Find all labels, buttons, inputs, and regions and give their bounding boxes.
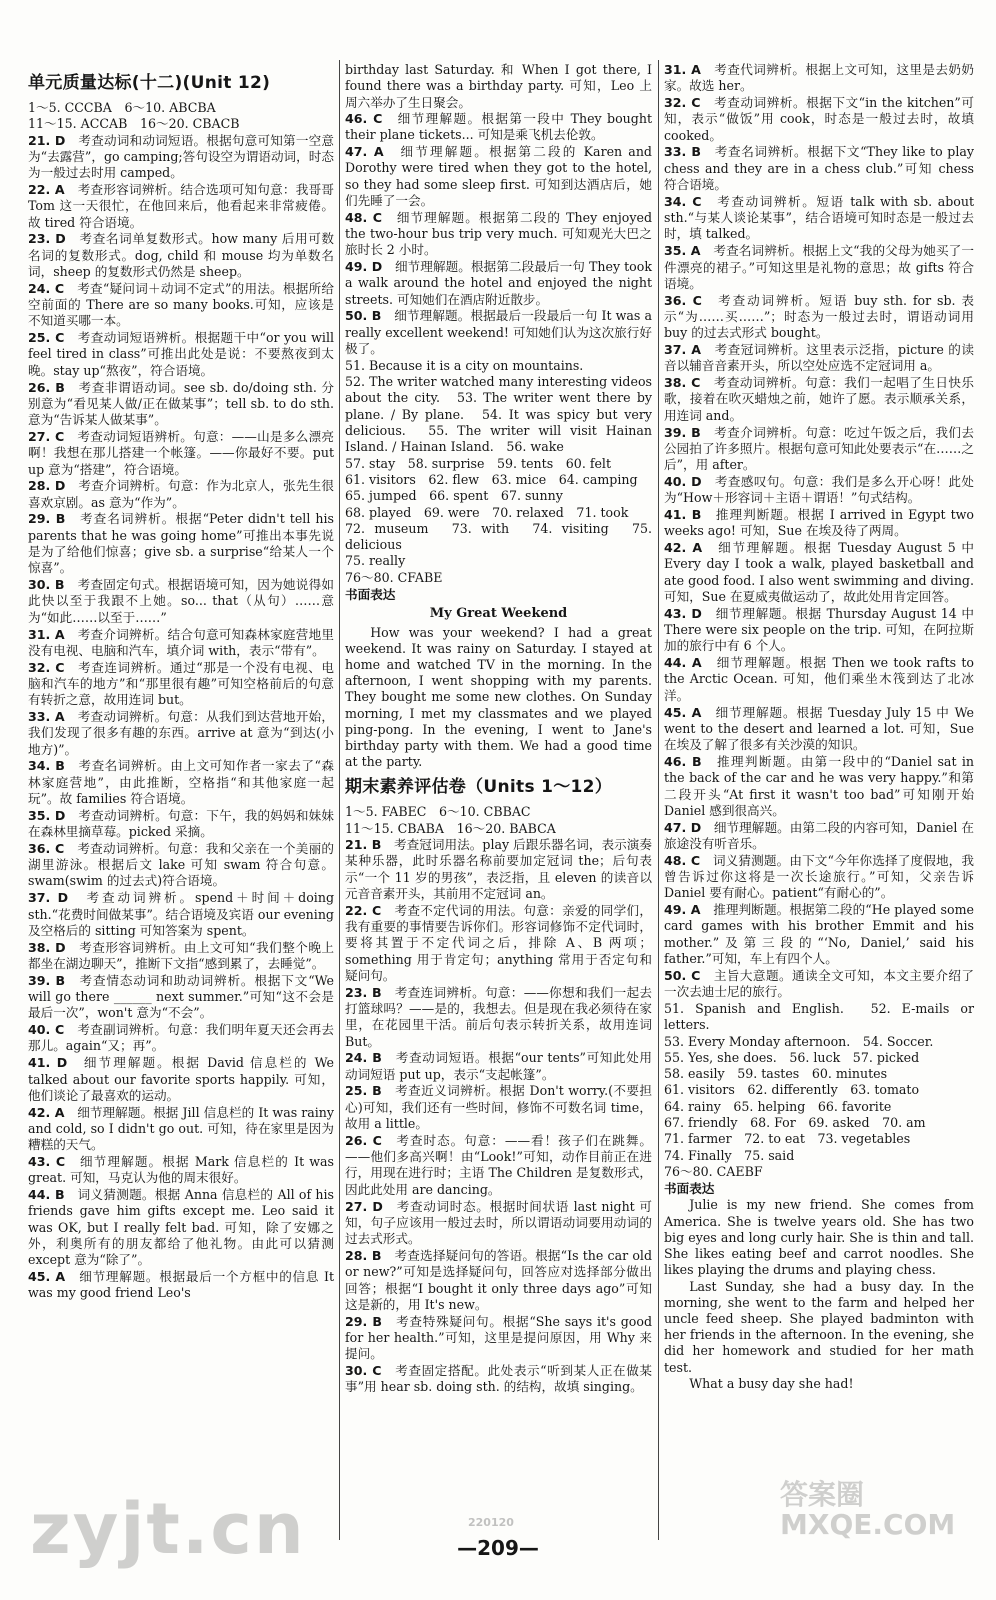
item-explanation: 考查“疑问词＋动词不定式”的用法。根据所给空前面的 There are so many books.可知，应该是不知道买哪一本。 (28, 280, 334, 329)
item-number: 23. B (345, 984, 382, 1000)
section-title-final: 期末素养评估卷（Units 1～12） (345, 777, 613, 798)
column-3 (664, 62, 974, 1392)
item-number: 23. D (28, 231, 66, 247)
answer-item (664, 705, 974, 754)
item-number: 32. C (664, 95, 701, 111)
essay-title: My Great Weekend (429, 606, 568, 622)
item-explanation: 考查动词辨析。句意：我和父亲在一个美丽的湖里游泳。根据后文 lake 可知 swam 符合句意。swam(swim 的过去式)符合语境。 (28, 840, 335, 889)
item-explanation: 细节理解题。根据 Jill 信息栏的 It was rainy and cold, so I didn't go out. 可知，待在家里是因为糟糕的天气。 (28, 1104, 335, 1153)
item-explanation: 推理判断题。根据 I arrived in Egypt two weeks ago! 可知，Sue 在埃及待了两周。 (664, 507, 974, 539)
item-number: 41. B (664, 507, 702, 523)
answer-item (664, 540, 974, 605)
answer-item (345, 1363, 652, 1396)
answer-item (28, 660, 334, 709)
item-explanation: 细节理解题。根据第二段的 Karen and Dorothy were tired when they got to the hotel, so they had some sleep first. 可知到达酒店后，她们先睡了一会。 (345, 143, 652, 208)
answer-item (28, 511, 334, 576)
answer-item (28, 758, 334, 807)
item-explanation: 细节理解题。根据第二段最后一句 They took a walk around the hotel and enjoyed the night streets. 可知她们在酒店附近散步。 (345, 259, 652, 307)
answer-items (345, 111, 652, 357)
item-number: 24. C (28, 280, 65, 296)
answer-line: 1～5. CCCBA 6～10. ABCBA (28, 100, 216, 115)
item-explanation: 考查代词辨析。根据上文可知，这里是去奶奶家。故选 her。 (664, 62, 974, 94)
answer-items (28, 133, 334, 1302)
item-number: 30. B (28, 577, 65, 593)
answer-line: 75. really (345, 553, 406, 569)
answer-line: 51. Spanish and English. 52. E-mails or letters. (664, 1000, 974, 1033)
answer-item (664, 243, 974, 292)
item-number: 38. D (28, 939, 66, 955)
item-number: 32. C (28, 659, 65, 675)
essay (345, 625, 652, 771)
item-number: 22. A (28, 181, 65, 197)
item-explanation: 考查近义词辨析。根据 Don't worry.(不要担心)可知，我们还有一些时间，修饰不可数名词 time，故用 a little。 (345, 1083, 652, 1132)
item-explanation: 考查非谓语动词。see sb. do/doing sth. 分别意为“看见某人做/正在做某事”；tell sb. to do sth. 意为“告诉某人做某事”。 (28, 379, 335, 428)
item-number: 42. A (28, 1104, 65, 1120)
item-explanation: 考查形容词辨析。由上文可知“我们整个晚上都坐在湖边聊天”，推断下文指“感到累了，去睡觉”。 (28, 939, 335, 971)
answer-item (28, 1022, 334, 1055)
item-explanation: 细节理解题。根据 Thursday August 14 中 There were six people on the trip. 可知，在阿拉斯加的旅行中有 6 个人。 (664, 605, 974, 654)
item-number: 49. A (664, 902, 701, 918)
item-number: 39. B (28, 972, 66, 988)
answer-line: 51. Because it is a city on mountains. (345, 357, 584, 373)
item-explanation: 细节理解题。根据 Mark 信息栏的 It was great. 可知，马克认为他的周末很好。 (28, 1154, 335, 1186)
item-number: 28. B (345, 1247, 382, 1263)
item-explanation: 考查名词辨析。根据上文“我的父母为她买了一件漂亮的裙子。”可知这里是礼物的意思；故 gifts 符合语境。 (664, 243, 974, 291)
item-number: 48. C (664, 852, 701, 868)
answer-item (345, 1248, 652, 1313)
item-explanation: 考查介词辨析。结合句意可知森林家庭营地里没有电视、电脑和汽车，填介词 with，表示“带有”。 (28, 626, 334, 658)
answer-line: 11～15. ACCAB 16～20. CBACB (28, 116, 240, 132)
item-number: 48. C (345, 209, 383, 225)
item-number: 29. B (28, 511, 66, 527)
column-1 (28, 72, 334, 1302)
watermark-left: zyjt.cn (30, 1488, 306, 1570)
item-explanation: 细节理解题。根据 Tuesday August 5 中 Every day I took a walk, played basketball and ate good food. I also went swimming and diving. 可知，Sue 在夏威夷做运动了，故此处用肯定回答。 (664, 540, 975, 604)
answer-item (664, 293, 974, 342)
item-number: 22. C (345, 902, 382, 918)
item-number: 38. C (664, 375, 701, 391)
answer-line: 64. rainy 65. helping 66. favorite (664, 1098, 892, 1114)
item-number: 35. A (664, 243, 701, 259)
answer-item (345, 1083, 652, 1132)
item-explanation: 考查冠词用法。play 后跟乐器名词，表示演奏某种乐器，此时乐器名称前要加定冠词 the；后句表示“一个 11 岁的男孩”，表泛指，且 eleven 的读音以元音音素开头，其前用不定冠词 an。 (345, 837, 653, 901)
item-explanation: 细节理解题。根据第二段的 They enjoyed the two-hour bus trip very much. 可知观光大巴之旅时长 2 小时。 (345, 209, 653, 258)
answer-item (664, 375, 974, 424)
item-explanation: 细节理解题。根据 David 信息栏的 We talked about our favorite sports happily. 可知，他们谈论了最喜欢的运动。 (28, 1055, 334, 1103)
answer-item (28, 973, 334, 1022)
item-number: 30. C (345, 1363, 382, 1379)
column-divider-2 (658, 60, 659, 1540)
answer-item (28, 133, 334, 182)
item-number: 31. A (664, 62, 701, 77)
section-title-unit12: 单元质量达标(十二)(Unit 12) (28, 73, 271, 93)
short-answers (345, 358, 652, 586)
item-number: 34. C (664, 193, 702, 209)
item-number: 50. B (345, 308, 382, 324)
item-number: 21. B (345, 837, 382, 853)
essay-paragraph: Last Sunday, she had a busy day. In the morning, she went to the farm and helped her uncle feed sheep. She played badminton with her friends in the afternoon. In the evening, she did her homework and studied for her math test. (664, 1278, 974, 1375)
item-explanation: 推理判断题。根据第二段的“He played some card games with his brother Emmit and his mother.”及第三段的“‘No, Daniel,’ said his father.”可知，车上有四个人。 (664, 902, 974, 967)
item-explanation: 考查动词辨析。句意：下午，我的妈妈和妹妹在森林里摘草莓。picked 采摘。 (28, 807, 335, 840)
item-explanation: 考查名词辨析。根据下文“They like to play chess and they are in a chess club.”可知 chess 符合语境。 (664, 144, 975, 193)
item-number: 45. A (28, 1269, 66, 1285)
answer-line: 76～80. CFABE (345, 569, 443, 585)
answer-item (28, 380, 334, 429)
item-explanation: 考查时态。句意：——看！孩子们在跳舞。——他们多高兴啊！由“Look!”可知，动作目前正在进行，用现在进行时；主语 The Children 是复数形式，因此此处用 are dancing。 (345, 1132, 653, 1197)
item-number: 36. C (664, 292, 702, 308)
item-explanation: 考查选择疑问句的答语。根据“Is the car old or new?”可知是选择疑问句，回答应对选择部分做出回答；根据“I bought it only three days ago”可知这是新的，用 It's new。 (345, 1247, 653, 1312)
answer-item (664, 144, 974, 193)
answer-item (345, 1199, 652, 1248)
item-explanation: 细节理解题。根据 Tuesday July 15 中 We went to the desert and learned a lot. 可知，Sue 在埃及了解了很多有关沙漠的知识。 (664, 704, 974, 753)
answer-item (345, 1133, 652, 1198)
writing-label: 书面表达 (345, 587, 396, 602)
item-explanation: 考查动词短语。根据“our tents”可知此处用动词短语 put up，表示“支起帐篷”。 (345, 1050, 653, 1082)
item-explanation: 主旨大意题。通读全文可知，本文主要介绍了一次去迪士尼的旅行。 (664, 967, 975, 1000)
item-explanation: 考查形容词辨析。结合选项可知句意：我哥哥 Tom 这一天很忙，在他回来后，他看起来非常疲倦。故 tired 符合语境。 (28, 181, 334, 230)
answer-item (664, 853, 974, 902)
item-number: 43. D (664, 605, 702, 621)
item-explanation: 考查动词辨析。spend＋时间＋doing sth.“花费时间做某事”。结合语境及宾语 our evening 及空格后的 sitting 可知答案为 spent。 (28, 890, 335, 938)
answer-item (664, 820, 974, 853)
essay (664, 1197, 974, 1391)
answer-line: 65. jumped 66. spent 67. sunny (345, 488, 563, 504)
answer-line: 61. visitors 62. differently 63. tomato (664, 1082, 920, 1098)
item-explanation: 考查动词辨析。根据下文“in the kitchen”可知，表示“做饭”用 cook，时态是一般过去时，故填 cooked。 (664, 95, 974, 143)
continued-text: birthday last Saturday. 和 When I got there, I found there was a birthday party. 可知，Leo 上周六举办了生日聚会。 (345, 62, 652, 110)
answer-item (345, 259, 652, 308)
item-number: 25. B (345, 1083, 382, 1099)
item-explanation: 考查冠词辨析。这里表示泛指，picture 的读音以辅音音素开头，所以空处应选不定冠词用 a。 (664, 342, 975, 374)
item-explanation: 细节理解题。根据最后一段最后一句 It was a really excellent weekend! 可知她们认为这次旅行好极了。 (345, 308, 653, 357)
answer-line: 76～80. CAEBF (664, 1163, 763, 1179)
answer-item (28, 231, 334, 280)
answer-items (345, 837, 652, 1396)
item-number: 40. D (664, 473, 702, 489)
item-explanation: 考查介词辨析。句意：作为北京人，张先生很喜欢京剧。as 意为“作为”。 (28, 478, 335, 510)
answer-item (664, 194, 974, 243)
item-explanation: 词义猜测题。由下文“今年你选择了度假地，我曾告诉过你这将是一次长途旅行。”可知，父亲告诉 Daniel 要有耐心。patient“有耐心的”。 (664, 852, 974, 901)
item-number: 21. D (28, 132, 66, 148)
answer-line: 71. farmer 72. to eat 73. vegetables (664, 1131, 911, 1147)
column-2 (345, 62, 652, 1396)
answer-line: 74. Finally 75. said (664, 1147, 795, 1163)
item-number: 42. A (664, 540, 703, 556)
answer-item (345, 210, 652, 259)
item-explanation: 考查感叹句。句意：我们是多么开心呀！此处为“How＋形容词＋主语＋谓语！”句式结构。 (664, 473, 974, 506)
answer-item (28, 709, 334, 758)
item-number: 39. B (664, 424, 701, 440)
answer-line: 52. The writer watched many interesting videos about the city. 53. The writer went there by plane. / By plane. 54. It was spicy but very delicious. 55. The writer will visit Hainan Island. / Hainan Island. 56. wake (345, 374, 652, 455)
item-explanation: 考查名词辨析。根据“Peter didn't tell his parents that he was going home”可推出本事先说是为了给他们惊喜；give sb. a surprise“给某人一个惊喜”。 (28, 511, 334, 576)
essay-paragraph: How was your weekend? I had a great weekend. It was rainy on Saturday. I stayed at home and watched TV in the morning. In the afternoon, I went shopping with my parents. They bought me some new clothes. On Sunday morning, I met my classmates and we played ping-pong. In the evening, I went to Jane's birthday party with them. We had a good time at the party. (345, 624, 652, 770)
answer-item (664, 968, 974, 1001)
item-number: 31. A (28, 626, 65, 642)
item-explanation: 考查动词辨析。句意：从我们到达营地开始，我们发现了很多有趣的东西。arrive at 意为“到达(小地方)”。 (28, 708, 334, 757)
item-number: 40. C (28, 1022, 65, 1038)
item-explanation: 考查连词辨析。通过“那是一个没有电视、电脑和汽车的地方”和“那里很有趣”可知空格前后的句意有转折之意，故用连词 but。 (28, 659, 335, 708)
answer-item (28, 577, 334, 626)
answer-item (345, 985, 652, 1050)
answer-line: 53. Every Monday afternoon. 54. Soccer. (664, 1033, 934, 1049)
answer-item (28, 1269, 334, 1302)
item-explanation: 考查情态动词和助动词辨析。根据下文“We will go there ______ next summer.”可知“这不会是最后一次”，won't 意为“不会”。 (28, 972, 335, 1021)
answer-item (664, 62, 974, 95)
item-explanation: 细节理解题。由第二段的内容可知，Daniel 在旅途没有听音乐。 (664, 819, 974, 851)
answer-item (28, 1187, 334, 1268)
essay-paragraph: What a busy day she had! (689, 1375, 854, 1391)
item-number: 25. C (28, 330, 65, 346)
answer-item (28, 1105, 334, 1154)
item-explanation: 考查介词辨析。句意：吃过午饭之后，我们去公园拍了许多照片。根据句意可知此处要表示“在……之后”，用 after。 (664, 424, 975, 473)
item-number: 37. A (664, 342, 701, 358)
answer-line: 57. stay 58. surprise 59. tents 60. felt (345, 455, 612, 471)
item-explanation: 细节理解题。根据最后一个方框中的信息 It was my good friend Leo's (28, 1269, 334, 1301)
answer-item (664, 507, 974, 540)
item-explanation: 考查动词时态。根据时间状语 last night 可知，句子应该用一般过去时，所以谓语动词要用动词的过去式形式。 (345, 1198, 653, 1247)
item-number: 43. C (28, 1154, 66, 1169)
watermark-center: 220120 (468, 1516, 514, 1529)
answer-line: 68. played 69. were 70. relaxed 71. took (345, 504, 629, 520)
item-explanation: 考查名词单复数形式。how many 后用可数名词的复数形式。dog, child 和 mouse 均为单数名词，sheep 的复数形式仍然是 sheep。 (28, 231, 334, 279)
item-explanation: 考查动词短语辨析。句意：——山是多么漂亮啊！我想在那儿搭建一个帐篷。——你最好不要。put up 意为“搭建”，符合语境。 (28, 428, 335, 477)
answer-line: 58. easily 59. tastes 60. minutes (664, 1066, 888, 1082)
item-explanation: 考查固定搭配。此处表示“听到某人正在做某事”用 hear sb. doing sth. 的结构，故填 singing。 (345, 1363, 652, 1395)
answer-item (345, 111, 652, 144)
answer-line: 72. museum 73. with 74. visiting 75. delicious (345, 520, 652, 553)
watermark-right: 答案圈 MXQE.COM (780, 1478, 956, 1541)
item-number: 36. C (28, 840, 65, 856)
writing-label: 书面表达 (664, 1181, 715, 1197)
item-number: 33. B (664, 144, 701, 160)
item-number: 34. B (28, 758, 65, 774)
item-number: 44. A (664, 655, 702, 671)
item-number: 37. D (28, 890, 69, 906)
item-explanation: 考查不定代词的用法。句意：亲爱的同学们，我有重要的事情要告诉你们。形容词修饰不定代词时，要将其置于不定代词之后，排除 A、B 两项；something 用于肯定句；anything 常用于否定句和疑问句。 (345, 902, 653, 983)
item-number: 47. A (345, 143, 384, 159)
column-divider-1 (339, 60, 340, 1540)
item-explanation: 词义猜测题。根据 Anna 信息栏的 All of his friends gave him gifts except me. Leo said it was OK, but I really felt bad. 可知，除了安娜之外，利奥所有的朋友都给了他礼物。由此可以猜测 except 意为“除了”。 (28, 1187, 335, 1268)
item-explanation: 考查副词辨析。句意：我们明年夏天还会再去那儿。again“又；再”。 (28, 1022, 335, 1054)
answer-line: 61. visitors 62. flew 63. mice 64. camping (345, 471, 638, 487)
item-explanation: 考查动词和动词短语。根据句意可知第一空意为“去露营”，go camping;答句设空为谓语动词，时态为一般过去时用 camped。 (28, 132, 335, 181)
answer-item (345, 144, 652, 209)
answer-item (28, 808, 334, 841)
item-number: 26. B (28, 379, 65, 395)
item-explanation: 细节理解题。根据第一段中 They bought their plane tickets... 可知是乘飞机去伦敦。 (345, 110, 653, 143)
answer-item (28, 182, 334, 231)
item-number: 50. C (664, 967, 701, 983)
item-number: 49. D (345, 259, 383, 275)
answer-item (28, 841, 334, 890)
answer-item (664, 902, 974, 967)
answer-line: 67. friendly 68. For 69. asked 70. am (664, 1115, 926, 1130)
answer-items (664, 62, 974, 1000)
answer-item (345, 308, 652, 357)
answer-item (664, 655, 974, 704)
item-number: 44. B (28, 1187, 65, 1203)
answer-item (28, 627, 334, 660)
answer-line: 55. Yes, she does. 56. luck 57. picked (664, 1049, 920, 1065)
item-explanation: 考查动词短语辨析。根据题干中“or you will feel tired in class”可推出此处是说：不要熬夜到太晚。stay up“熬夜”，符合语境。 (28, 330, 335, 378)
item-explanation: 考查名词辨析。由上文可知作者一家去了“森林家庭营地”，由此推断，空格指“和其他家庭一起玩”。故 families 符合语境。 (28, 758, 334, 806)
item-explanation: 考查动词辨析。短语 talk with sb. about sth.“与某人谈论某事”，结合语境可知时态是一般过去时，填 talked。 (664, 193, 975, 242)
item-explanation: 考查连词辨析。句意：——你想和我们一起去打篮球吗？——是的，我想去。但是现在我必须待在家里，在花园里干活。前后句表示转折关系，故用连词 But。 (345, 984, 652, 1049)
item-number: 27. D (345, 1198, 383, 1214)
answer-item (345, 1050, 652, 1083)
answer-item (28, 890, 334, 939)
answer-item (28, 429, 334, 478)
answer-item (664, 425, 974, 474)
answer-item (28, 281, 334, 330)
item-number: 46. C (345, 110, 383, 126)
answer-line: 1～5. FABEC 6～10. CBBAC (345, 804, 531, 820)
answer-item (345, 903, 652, 984)
short-answers (664, 1001, 974, 1180)
item-explanation: 考查动词辨析。句意：我们一起唱了生日快乐歌，接着在吹灭蜡烛之前，她许了愿。表示顺承关系，用连词 and。 (664, 375, 975, 423)
item-number: 47. D (664, 819, 702, 835)
answer-item (664, 95, 974, 144)
page-number: —209— (457, 1536, 539, 1560)
answer-item (28, 940, 334, 973)
item-number: 45. A (664, 704, 702, 720)
item-number: 24. B (345, 1050, 382, 1066)
answer-item (28, 330, 334, 379)
item-number: 28. D (28, 478, 66, 494)
answer-item (28, 478, 334, 511)
item-number: 33. A (28, 708, 65, 724)
item-explanation: 考查动词辨析。短语 buy sth. for sb. 表示“为……买……”；时态为一般过去时，谓语动词用 buy 的过去式形式 bought。 (664, 292, 975, 341)
item-explanation: 考查固定句式。根据语境可知，因为她说得如此快以至于我跟不上她。so... that（从句）……意为“如此……以至于……” (28, 577, 335, 625)
answer-item (28, 1055, 334, 1104)
answer-item (664, 606, 974, 655)
item-number: 26. C (345, 1132, 382, 1148)
item-explanation: 细节理解题。根据 Then we took rafts to the Arctic Ocean. 可知，他们乘坐木筏到达了北冰洋。 (664, 655, 974, 703)
item-explanation: 推理判断题。由第一段中的“Daniel sat in the back of the car and he was very happy.”和第二段开头“At first it wasn't too bad”可知刚开始 Daniel 感到很高兴。 (664, 753, 975, 818)
answer-item (345, 837, 652, 902)
item-number: 41. D (28, 1055, 68, 1071)
answer-item (345, 1314, 652, 1363)
item-number: 35. D (28, 807, 66, 823)
item-number: 46. B (664, 753, 702, 769)
answer-item (28, 1154, 334, 1187)
item-number: 29. B (345, 1313, 383, 1329)
item-number: 27. C (28, 428, 65, 444)
essay-paragraph: Julie is my new friend. She comes from America. She is twelve years old. She has two big eyes and long curly hair. She is thin and tall. She likes eating beef and carrot noodles. She likes playing the drums and playing chess. (664, 1197, 974, 1278)
item-explanation: 考查特殊疑问句。根据“She says it's good for her health.”可知，这里是提问原因，用 Why 来提问。 (345, 1313, 653, 1362)
answer-line: 11～15. CBABA 16～20. BABCA (345, 820, 556, 836)
answer-item (664, 474, 974, 507)
answer-item (664, 754, 974, 819)
answer-item (664, 342, 974, 375)
